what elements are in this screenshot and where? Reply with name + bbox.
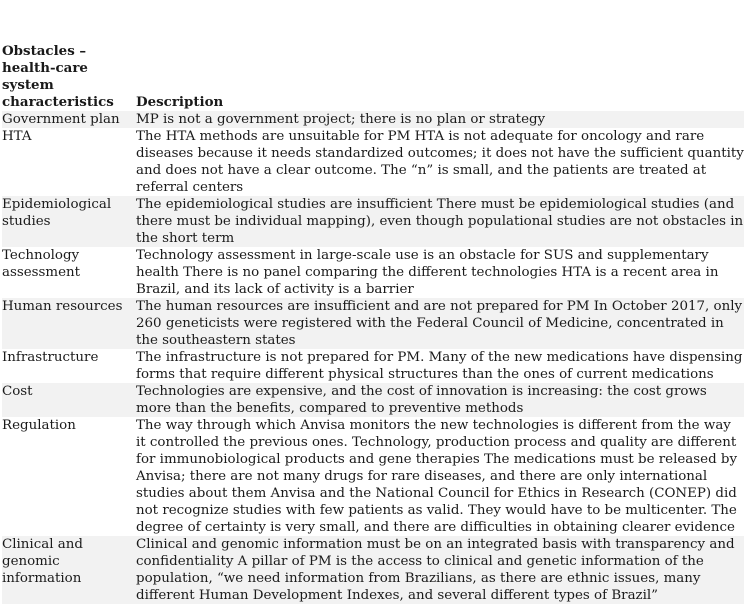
table-row (2, 383, 744, 417)
row-description: The HTA methods are unsuitable for PM HTA is not adequate for oncology and rare diseases because it needs standardized outcomes; it does not have the sufficient quantity and does not have a clear outcome. The “n” is small, and the patients are treated at referral centers (136, 129, 744, 195)
table-row (2, 196, 744, 247)
row-characteristic: Technology assessment (2, 247, 136, 298)
table-row (2, 298, 744, 349)
row-description: Clinical and genomic information must be on an integrated basis with transparency and confidentiality A pillar of PM is the access to clinical and genetic information of the population, “we need information from Brazilians, as there are ethnic issues, many different Human Development Indexes, and several different types of Brazil” (136, 536, 744, 604)
row-characteristic: Cost (2, 383, 136, 417)
row-description: MP is not a government project; there is no plan or strategy (136, 111, 744, 128)
row-characteristic: HTA (2, 128, 136, 196)
row-characteristic: Government plan (2, 111, 136, 128)
table-row (2, 247, 744, 298)
header-description: Description (136, 43, 744, 111)
row-description: The epidemiological studies are insufficient There must be epidemiological studies (and there must be individual mapping), even though populational studies are not obstacles in the short term (136, 197, 744, 246)
header-characteristics: Obstacles – health-care system characteristics (2, 43, 136, 111)
row-description: Technology assessment in large-scale use is an obstacle for SUS and supplementary health There is no panel comparing the different technologies HTA is a recent area in Brazil, and its lack of activity is a barrier (136, 247, 744, 298)
row-characteristic: Human resources (2, 298, 136, 349)
row-characteristic: Clinical and genomic information (2, 536, 136, 604)
row-characteristic: Regulation (2, 417, 136, 536)
row-description: The infrastructure is not prepared for PM. Many of the new medications have dispensing forms that require different physical structures than the ones of current medications (136, 350, 743, 382)
row-description: The way through which Anvisa monitors the new technologies is different from the way it controlled the previous ones. Technology, production process and quality are different for immunobiological products and gene therapies The medications must be released by Anvisa; there are not many drugs for rare diseases, and there are only international studies about them Anvisa and the National Council for Ethics in Research (CONEP) did not recognize studies with few patients as valid. They would have to be multicenter. The degree of certainty is very small, and there are difficulties in obtaining clearer evidence (136, 417, 744, 536)
table-row (2, 128, 744, 196)
obstacles-table (2, 43, 744, 604)
table-row (2, 417, 744, 536)
table-row (2, 536, 744, 604)
row-description: The human resources are insufficient and are not prepared for PM In October 2017, only 260 geneticists were registered with the Federal Council of Medicine, concentrated in the southeastern states (136, 299, 743, 348)
table-header-row (2, 43, 744, 111)
table-row (2, 111, 744, 128)
table-row (2, 349, 744, 383)
row-characteristic: Infrastructure (2, 349, 136, 383)
row-characteristic: Epidemiological studies (2, 196, 136, 247)
row-description: Technologies are expensive, and the cost of innovation is increasing: the cost grows more than the benefits, compared to preventive methods (136, 383, 744, 417)
